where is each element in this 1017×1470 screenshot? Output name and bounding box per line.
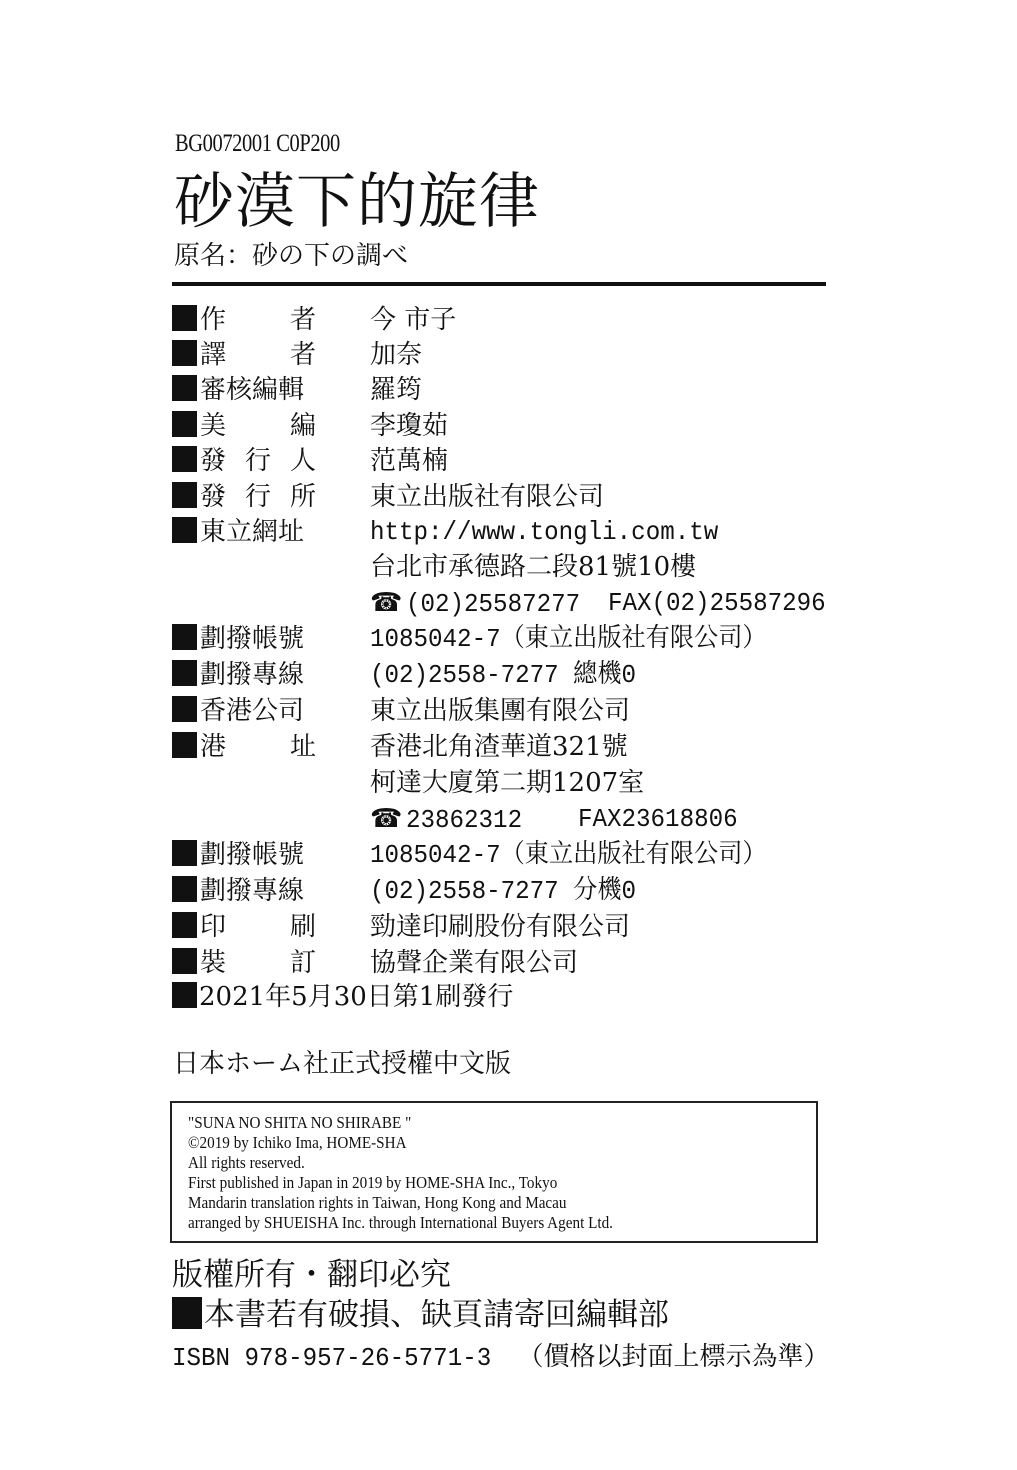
credit-value: 李瓊茹 (370, 411, 449, 441)
credit-value: 加奈 (370, 340, 423, 370)
bullet-square-icon (172, 660, 197, 686)
credit-label: 譯 者 (200, 340, 316, 370)
credit-label: 美 編 (200, 411, 316, 441)
credit-label: 印 刷 (200, 912, 316, 942)
isbn-number: ISBN 978-957-26-5771-3 (172, 1343, 492, 1373)
credit-row (172, 946, 579, 980)
rights-reserved: 版權所有・翻印必究 (172, 1257, 451, 1293)
bullet-square-icon (172, 517, 197, 543)
credit-label: 劃撥帳號 (200, 624, 305, 654)
credit-value (370, 586, 826, 621)
bullet-square-icon (172, 982, 197, 1008)
copyright-line: All rights reserved. (188, 1153, 305, 1172)
publish-date: 2021年5月30日第1刷發行 (172, 980, 513, 1014)
copyright-line: First published in Japan in 2019 by HOME-SHA Inc., Tokyo (188, 1173, 558, 1192)
title-divider (172, 282, 826, 286)
phone-number: 23862312 (406, 805, 523, 835)
bullet-square-icon (172, 1297, 202, 1329)
credit-row (172, 658, 637, 692)
credit-row (172, 910, 631, 944)
copyright-line: "SUNA NO SHITA NO SHIRABE " (188, 1113, 412, 1132)
product-code: BG0072001 C0P200 (175, 130, 340, 157)
bullet-square-icon (172, 840, 197, 866)
credit-row (172, 874, 637, 908)
credit-row (172, 373, 423, 407)
credit-label: 發 行 所 (200, 482, 316, 512)
website-link[interactable]: http://www.tongli.com.tw (370, 517, 719, 547)
credit-label: 作 者 (200, 305, 316, 335)
damage-notice: 本書若有破損、缺頁請寄回編輯部 (172, 1295, 669, 1335)
credit-value: (02)2558-7277 分機0 (370, 876, 637, 906)
credit-value: 勁達印刷股份有限公司 (370, 912, 631, 942)
credit-label: 劃撥專線 (200, 660, 305, 690)
bullet-square-icon (172, 482, 197, 508)
bullet-square-icon (172, 948, 197, 974)
credit-label: 發 行 人 (200, 446, 316, 476)
bullet-square-icon (172, 411, 197, 437)
phone-number: (02)25587277 (406, 589, 581, 619)
copyright-line: Mandarin translation rights in Taiwan, Hong Kong and Macau (188, 1193, 567, 1212)
credit-label: 港 址 (200, 732, 316, 762)
credit-row (172, 338, 423, 372)
credit-value (370, 802, 738, 837)
bullet-square-icon (172, 696, 197, 722)
credit-value: 香港北角渣華道321號 (370, 732, 628, 762)
credit-label: 劃撥專線 (200, 876, 305, 906)
credit-label: 劃撥帳號 (200, 840, 305, 870)
credit-label: 審核編輯 (200, 375, 305, 405)
credit-value: 今 市子 (370, 305, 457, 335)
credit-label: 東立網址 (200, 517, 305, 547)
phone-icon: ☎ (370, 804, 403, 834)
bullet-square-icon (172, 446, 197, 472)
bullet-square-icon (172, 732, 197, 758)
original-title: 原名：砂の下の調べ (174, 241, 409, 271)
credit-row (172, 515, 719, 549)
copyright-line: arranged by SHUEISHA Inc. through International Buyers Agent Ltd. (188, 1213, 613, 1232)
credit-row (172, 622, 767, 656)
bullet-square-icon (172, 876, 197, 902)
credit-row (172, 730, 628, 764)
fax-number: FAX(02)25587296 (608, 588, 826, 618)
credit-value: 羅筠 (370, 375, 423, 405)
credit-value: 東立出版社有限公司 (370, 482, 605, 512)
bullet-square-icon (172, 375, 197, 401)
credit-value: 東立出版集團有限公司 (370, 696, 631, 726)
fax-number: FAX23618806 (578, 804, 738, 834)
credit-row (172, 480, 605, 514)
credit-value: 1085042-7（東立出版社有限公司） (370, 840, 767, 870)
credit-value: 台北市承德路二段81號10樓 (370, 552, 697, 582)
phone-icon: ☎ (370, 588, 403, 618)
bullet-square-icon (172, 305, 197, 331)
credit-value: (02)2558-7277 總機0 (370, 660, 637, 690)
bullet-square-icon (172, 912, 197, 938)
credit-row (172, 409, 449, 443)
copyright-box (170, 1101, 818, 1243)
credit-row (172, 303, 457, 337)
credit-row (172, 444, 449, 478)
authorization-note: 日本ホーム社正式授權中文版 (173, 1049, 512, 1079)
copyright-line: ©2019 by Ichiko Ima, HOME-SHA (188, 1133, 407, 1152)
bullet-square-icon (172, 624, 197, 650)
credit-value: 1085042-7（東立出版社有限公司） (370, 624, 767, 654)
credit-label: 香港公司 (200, 696, 305, 726)
credit-row (172, 838, 767, 872)
price-note: （價格以封面上標示為準） (517, 1342, 830, 1372)
credit-value: 柯達大廈第二期1207室 (370, 768, 645, 798)
isbn-line (172, 1340, 830, 1375)
credit-row (172, 694, 631, 728)
bullet-square-icon (172, 340, 197, 366)
credit-value: 范萬楠 (370, 446, 449, 476)
book-title: 砂漠下的旋律 (174, 167, 540, 237)
credit-label: 裝 訂 (200, 948, 316, 978)
credit-value: 協聲企業有限公司 (370, 948, 579, 978)
